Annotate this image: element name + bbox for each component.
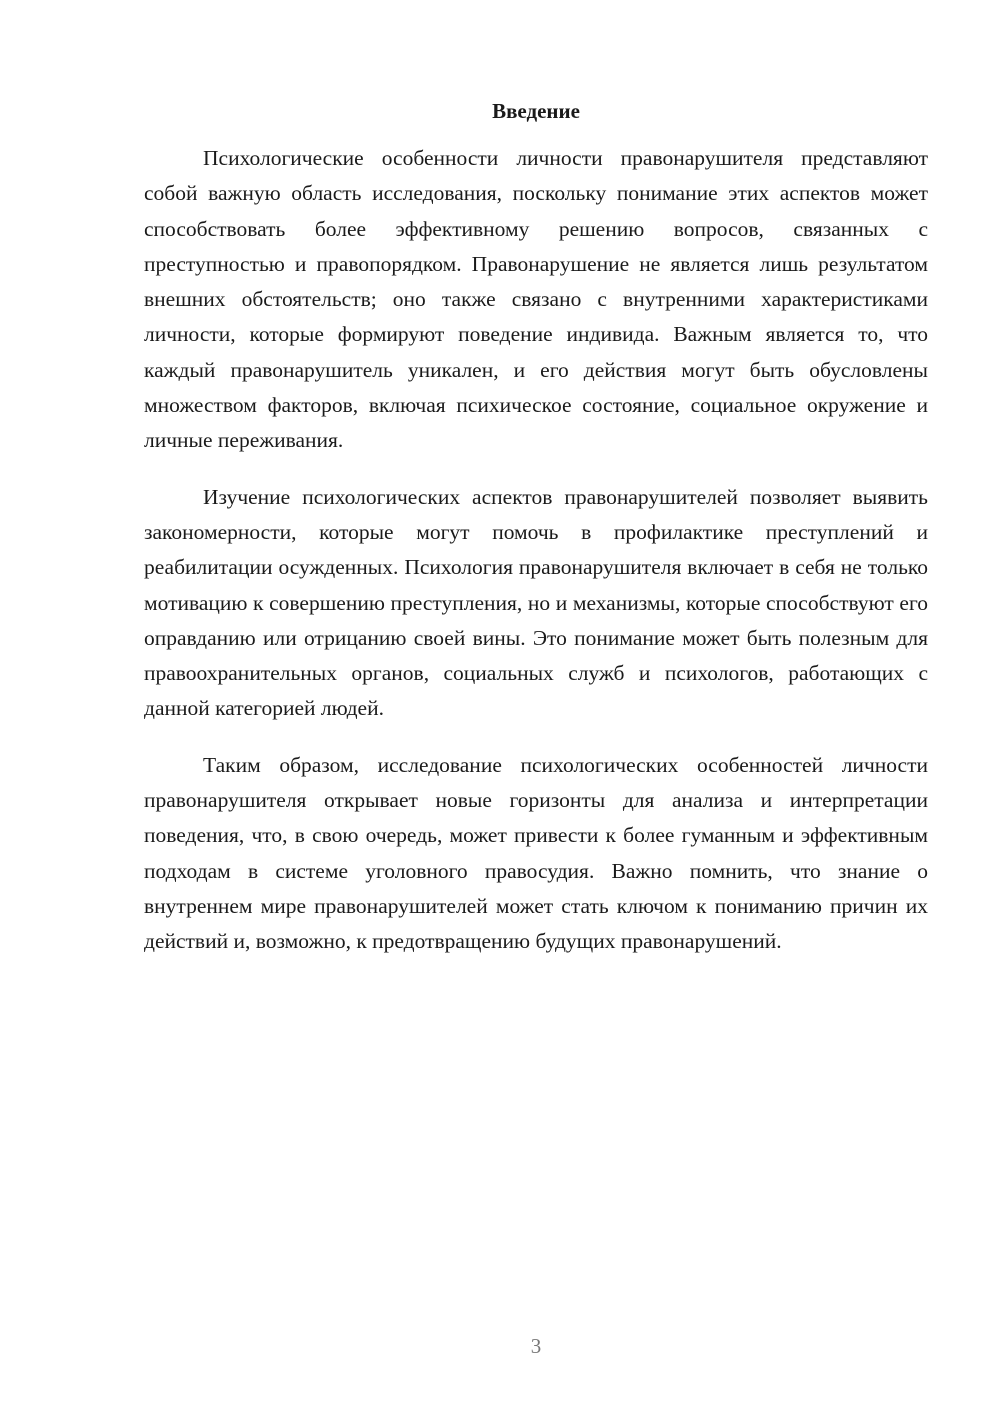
page-number: 3 xyxy=(530,1334,542,1358)
section-heading: Введение xyxy=(492,99,580,123)
body-text xyxy=(144,141,928,981)
paragraph-3: Таким образом, исследование психологических особенностей личности правонарушителя открывает новые горизонты для анализа и интерпретации поведения, что, в свою очередь, может привести к более гуманным и эффективным подходам в системе уголовного правосудия. Важно помнить, что знание о внутреннем мире правонарушителей может стать ключом к пониманию причин их действий и, возможно, к предотвращению будущих правонарушений. xyxy=(144,752,928,954)
paragraph-1: Психологические особенности личности правонарушителя представляют собой важную область исследования, поскольку понимание этих аспектов может способствовать более эффективному решению вопросов, связанных с преступностью и правопорядком. Правонарушение не является лишь результатом внешних обстоятельств; оно также связано с внутренними характеристиками личности, которые формируют поведение индивида. Важным является то, что каждый правонарушитель уникален, и его действия могут быть обусловлены множеством факторов, включая психическое состояние, социальное окружение и личные переживания. xyxy=(144,146,928,453)
paragraph-2: Изучение психологических аспектов правонарушителей позволяет выявить закономерности, которые могут помочь в профилактике преступлений и реабилитации осужденных. Психология правонарушителя включает в себя не только мотивацию к совершению преступления, но и механизмы, которые способствуют его оправданию или отрицанию своей вины. Это понимание может быть полезным для правоохранительных органов, социальных служб и психологов, работающих с данной категорией людей. xyxy=(144,484,928,721)
